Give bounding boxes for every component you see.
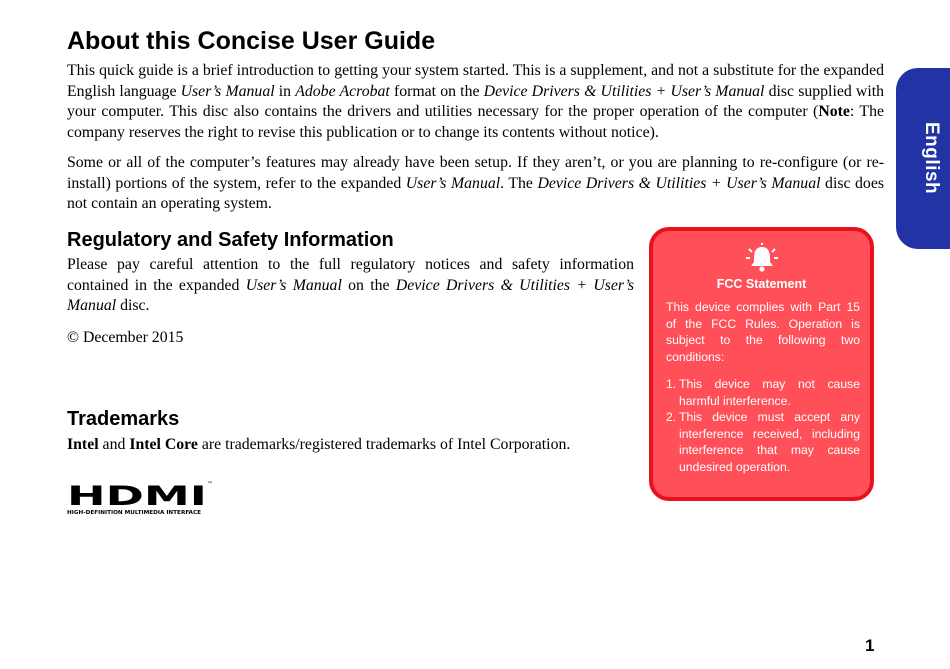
regulatory-heading: Regulatory and Safety Information bbox=[67, 229, 394, 251]
copyright-line: © December 2015 bbox=[67, 329, 184, 346]
trademarks-paragraph: Intel and Intel Core are trademarks/registered trademarks of Intel Corporation. bbox=[67, 436, 571, 453]
list-text: This device may not cause harmful interference. bbox=[679, 377, 860, 408]
fcc-statement-box bbox=[649, 227, 874, 501]
list-number: 1. bbox=[666, 377, 677, 391]
hdmi-tm: ™ bbox=[207, 481, 213, 488]
list-number: 2. bbox=[666, 410, 677, 424]
fcc-title: FCC Statement bbox=[716, 277, 807, 291]
fcc-body: This device complies with Part 15 of the FCC Rules. Operation is subject to the following two conditions: bbox=[666, 300, 860, 364]
setup-paragraph: Some or all of the computer’s features may already have been setup. If they aren’t, or you are planning to re-configure (or re-install) portions of the system, refer to the expanded User’s Manual. The Device Drivers & Utilities + User’s Manual disc does not contain an operating system. bbox=[67, 154, 884, 213]
hdmi-wordmark: HDMI bbox=[67, 481, 207, 512]
page-number: 1 bbox=[865, 636, 875, 655]
hdmi-logo bbox=[67, 478, 217, 518]
list-text: This device must accept any interference received, including interference that may cause undesired operation. bbox=[679, 410, 860, 474]
alert-bell-icon bbox=[745, 243, 779, 273]
page-title: About this Concise User Guide bbox=[67, 27, 436, 55]
regulatory-paragraph: Please pay careful attention to the full regulatory notices and safety information contained in the expanded User’s Manual on the Device Drivers & Utilities + User’s Manual disc. bbox=[67, 256, 634, 315]
trademarks-heading: Trademarks bbox=[67, 408, 180, 430]
fcc-conditions-list bbox=[666, 376, 860, 475]
list-item bbox=[666, 376, 860, 409]
list-item bbox=[666, 409, 860, 475]
language-tab-label: English bbox=[921, 121, 942, 195]
hdmi-subtitle: HIGH-DEFINITION MULTIMEDIA INTERFACE bbox=[67, 510, 202, 516]
intro-paragraph: This quick guide is a brief introduction to getting your system started. This is a supplement, and not a substitute for the expanded English language User’s Manual in Adobe Acrobat format on the Device Drivers & Utilities + User’s Manual disc supplied with your computer. This disc also contains the drivers and utilities necessary for the proper operation of the computer (Note: The company reserves the right to revise this publication or to change its contents without notice). bbox=[67, 62, 884, 141]
